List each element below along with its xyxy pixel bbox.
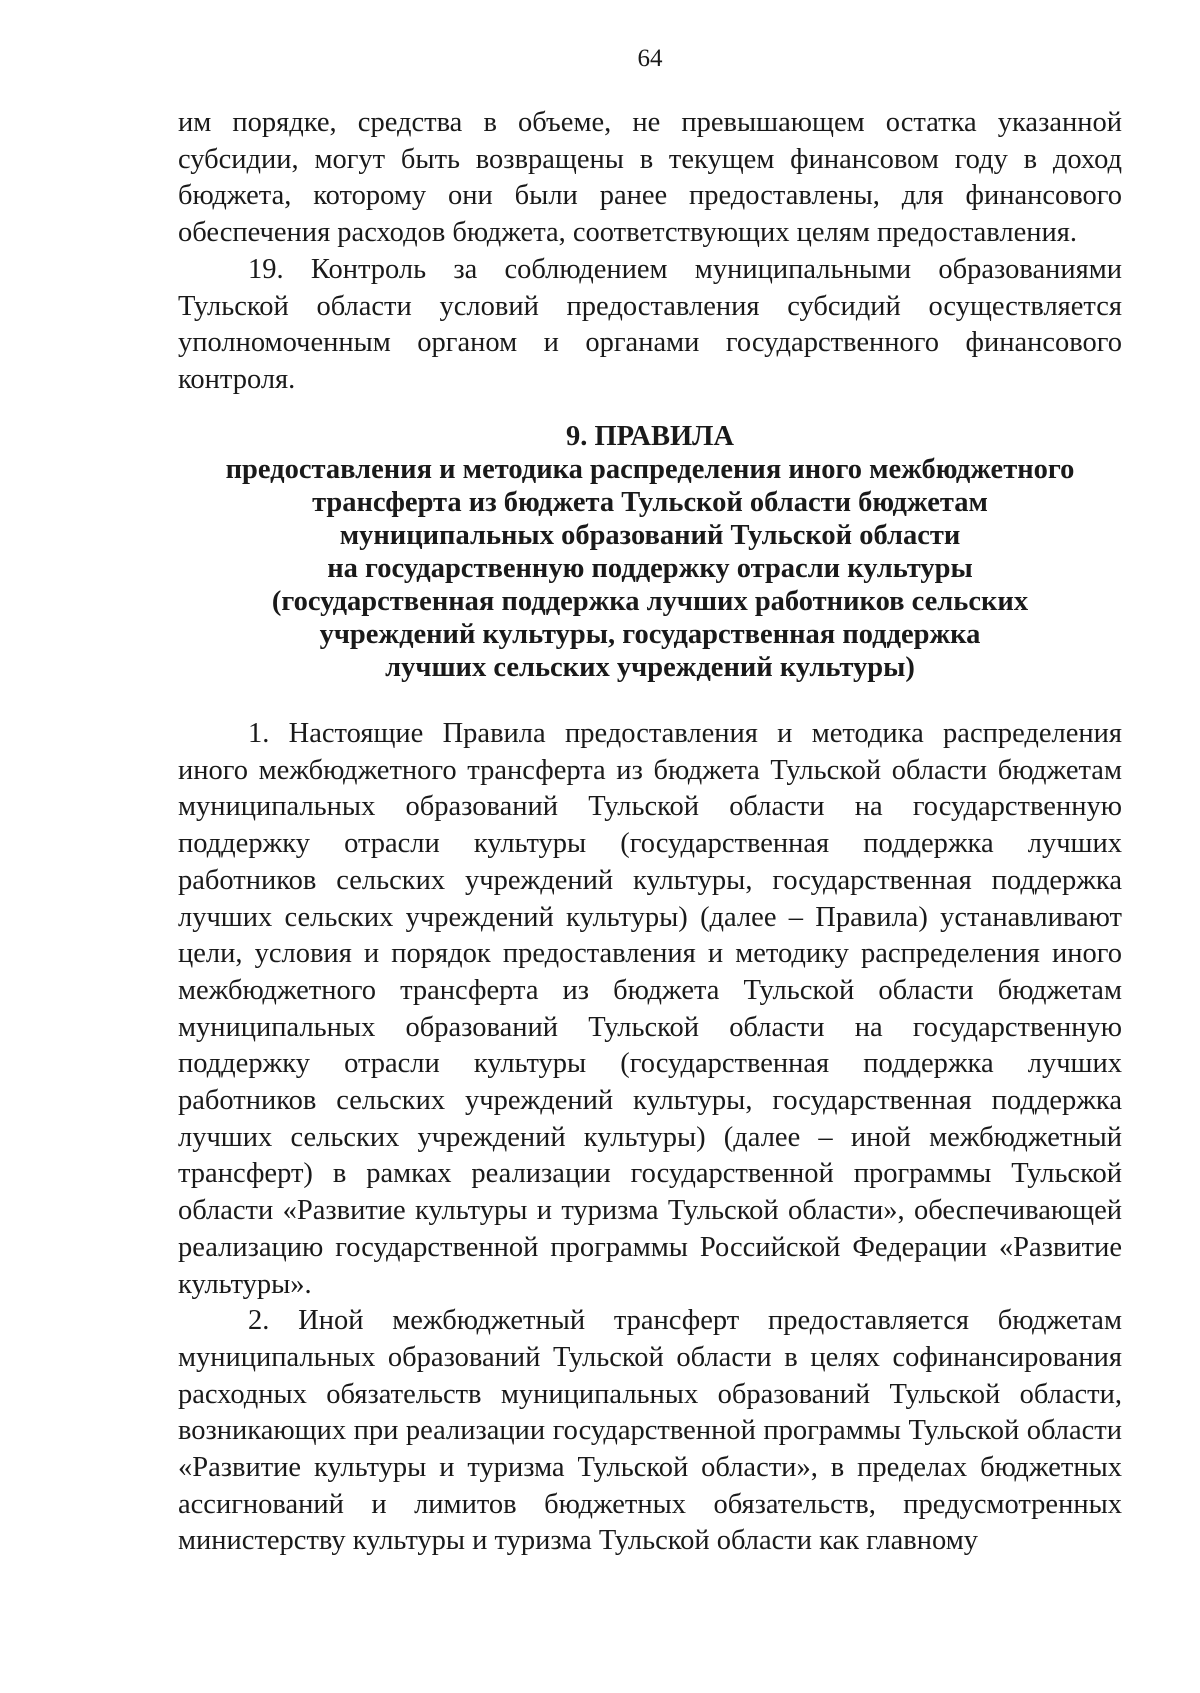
top-text-block [178, 105, 1122, 399]
paragraph-1: 1. Настоящие Правила предоставления и методика распределения иного межбюджетного трансферта из бюджета Тульской области бюджетам муниципальных образований Тульской области на государственную поддержку отрасли культуры (государственная поддержка лучших работников сельских учреждений культуры, государственная поддержка лучших сельских учреждений культуры) (далее – Правила) устанавливают цели, условия и порядок предоставления и методику распределения иного межбюджетного трансферта из бюджета Тульской области бюджетам муниципальных образований Тульской области на государственную поддержку отрасли культуры (государственная поддержка лучших работников сельских учреждений культуры, государственная поддержка лучших сельских учреждений культуры) (далее – иной межбюджетный трансферт) в рамках реализации государственной программы Тульской области «Развитие культуры и туризма Тульской области», обеспечивающей реализацию государственной программы Российской Федерации «Развитие культуры». [178, 718, 1122, 1300]
section-subtitle-line: предоставления и методика распределения иного межбюджетного [225, 454, 1075, 485]
section-subtitle-line: лучших сельских учреждений культуры) [385, 652, 915, 683]
section-title: 9. ПРАВИЛА [565, 421, 734, 452]
section-subtitle-line: на государственную поддержку отрасли культуры [327, 553, 973, 584]
paragraph-continuation: им порядке, средства в объеме, не превышающем остатка указанной субсидии, могут быть возвращены в текущем финансовом году в доход бюджета, которому они были ранее предоставлены, для финансового обеспечения расходов бюджета, соответствующих целям предоставления. [178, 107, 1122, 249]
main-text-block [178, 716, 1122, 1560]
section-subtitle-line: муниципальных образований Тульской области [339, 520, 961, 551]
section-subtitle-line: (государственная поддержка лучших работников сельских [271, 586, 1029, 617]
paragraph-2: 2. Иной межбюджетный трансферт предоставляется бюджетам муниципальных образований Тульской области в целях софинансирования расходных обязательств муниципальных образований Тульской области, возникающих при реализации государственной программы Тульской области «Развитие культуры и туризма Тульской области», в пределах бюджетных ассигнований и лимитов бюджетных обязательств, предусмотренных министерству культуры и туризма Тульской области как главному [178, 1305, 1122, 1557]
section-heading [178, 420, 1122, 684]
paragraph-19: 19. Контроль за соблюдением муниципальными образованиями Тульской области условий предоставления субсидий осуществляется уполномоченным органом и органами государственного финансового контроля. [178, 253, 1122, 395]
section-subtitle-line: трансферта из бюджета Тульской области бюджетам [312, 487, 988, 518]
page-number: 64 [637, 45, 663, 72]
section-subtitle-line: учреждений культуры, государственная поддержка [319, 619, 981, 650]
